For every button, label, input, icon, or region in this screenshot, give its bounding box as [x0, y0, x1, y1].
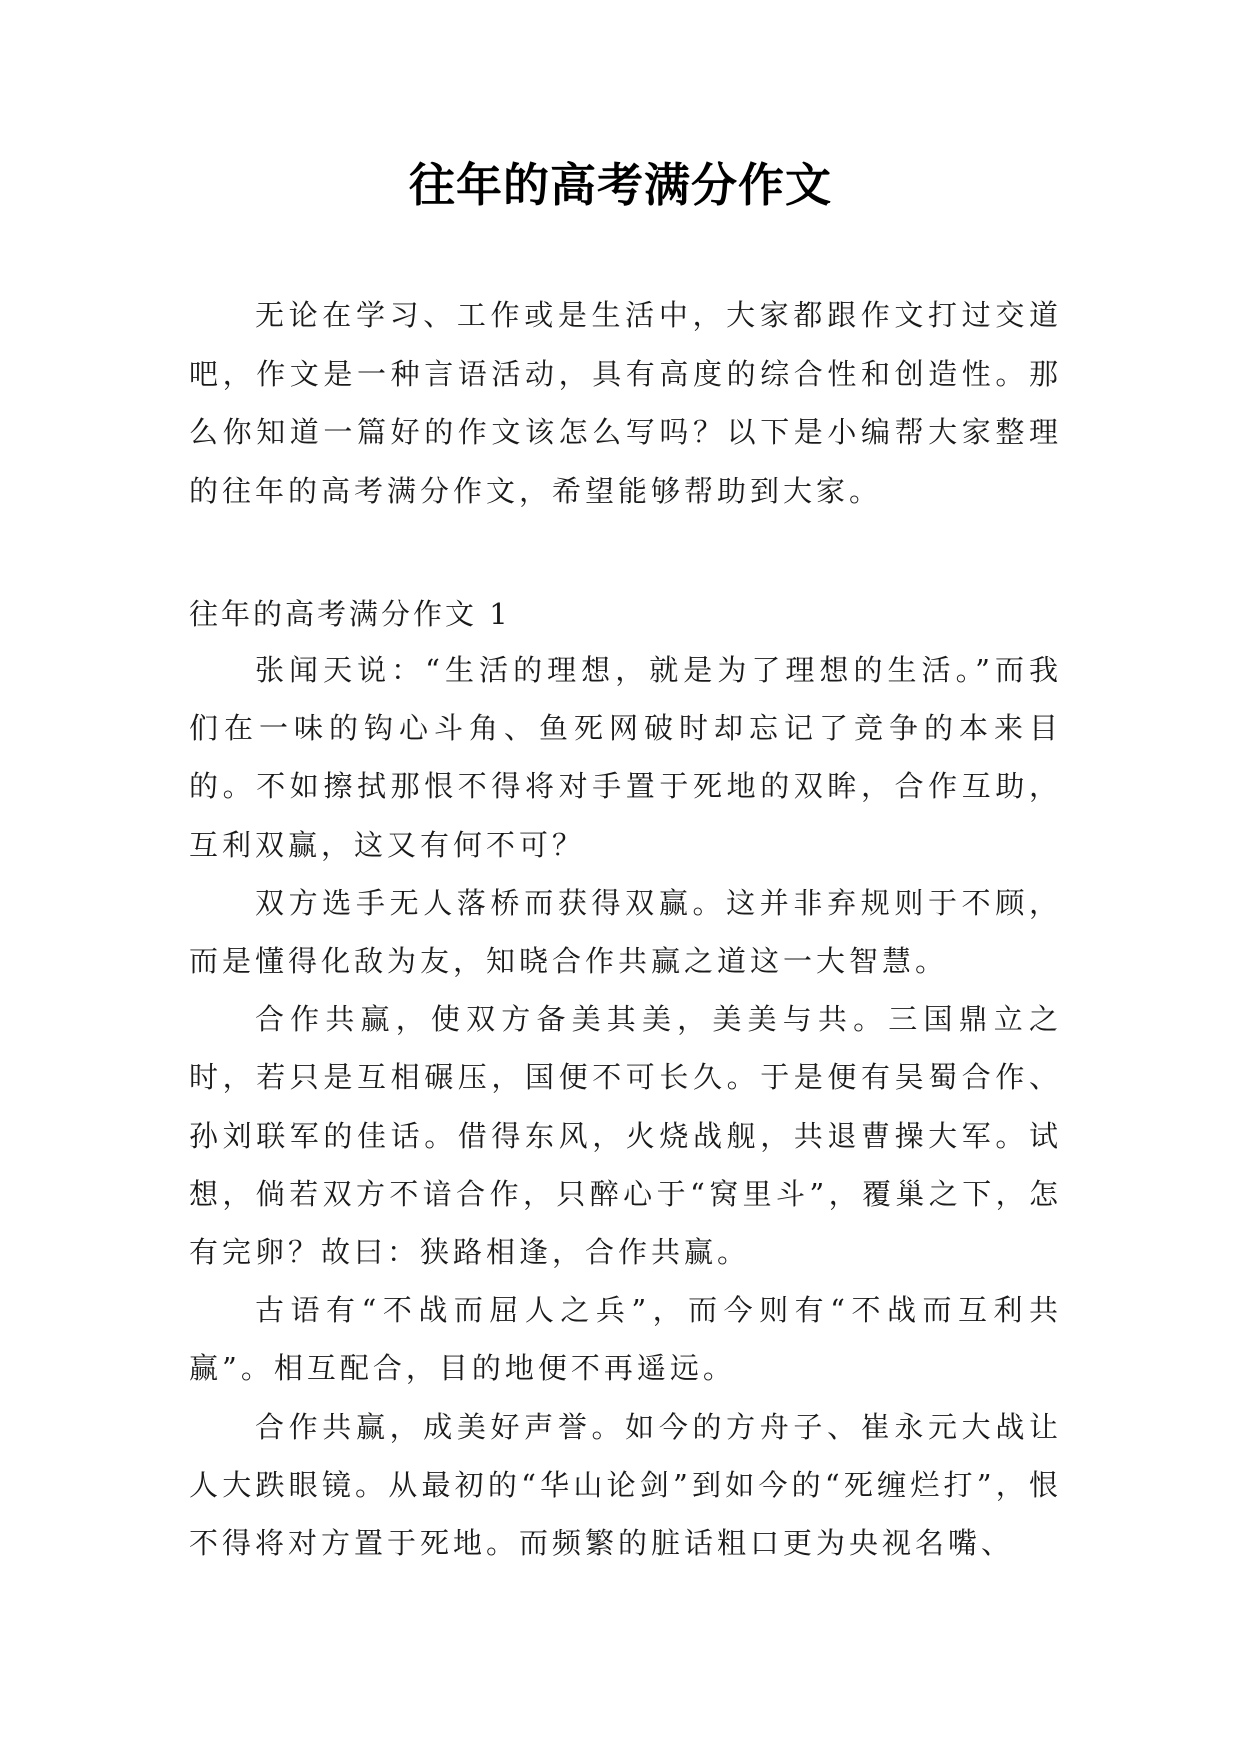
essay-paragraph: 合作共赢，成美好声誉。如今的方舟子、崔永元大战让人大跌眼镜。从最初的“华山论剑”到如今的“死缠烂打”，恨不得将对方置于死地。而频繁的脏话粗口更为央视名嘴、: [189, 1409, 1062, 1561]
essay-body: [189, 641, 1062, 1572]
intro-paragraph: 无论在学习、工作或是生活中，大家都跟作文打过交道吧，作文是一种言语活动，具有高度的综合性和创造性。那么你知道一篇好的作文该怎么写吗？以下是小编帮大家整理的往年的高考满分作文，希望能够帮助到大家。: [189, 298, 1062, 508]
essay-paragraph: 双方选手无人落桥而获得双赢。这并非弃规则于不顾，而是懂得化敌为友，知晓合作共赢之道这一大智慧。: [189, 885, 1062, 979]
essay-paragraph: 张闻天说：“生活的理想，就是为了理想的生活。”而我们在一味的钩心斗角、鱼死网破时却忘记了竞争的本来目的。不如擦拭那恨不得将对手置于死地的双眸，合作互助，互利双赢，这又有何不可？: [189, 653, 1062, 862]
essay-paragraph: 古语有“不战而屈人之兵”，而今则有“不战而互利共赢”。相互配合，目的地便不再遥远。: [189, 1293, 1062, 1386]
document-title: 往年的高考满分作文: [409, 158, 832, 212]
essay-paragraph: 合作共赢，使双方备美其美，美美与共。三国鼎立之时，若只是互相碾压，国便不可长久。于是便有吴蜀合作、孙刘联军的佳话。借得东风，火烧战舰，共退曹操大军。试想，倘若双方不谙合作，只醉心于“窝里斗”，覆巢之下，怎有完卵？故曰：狭路相逢，合作共赢。: [189, 1002, 1062, 1270]
section-heading: 往年的高考满分作文 1: [189, 597, 511, 631]
